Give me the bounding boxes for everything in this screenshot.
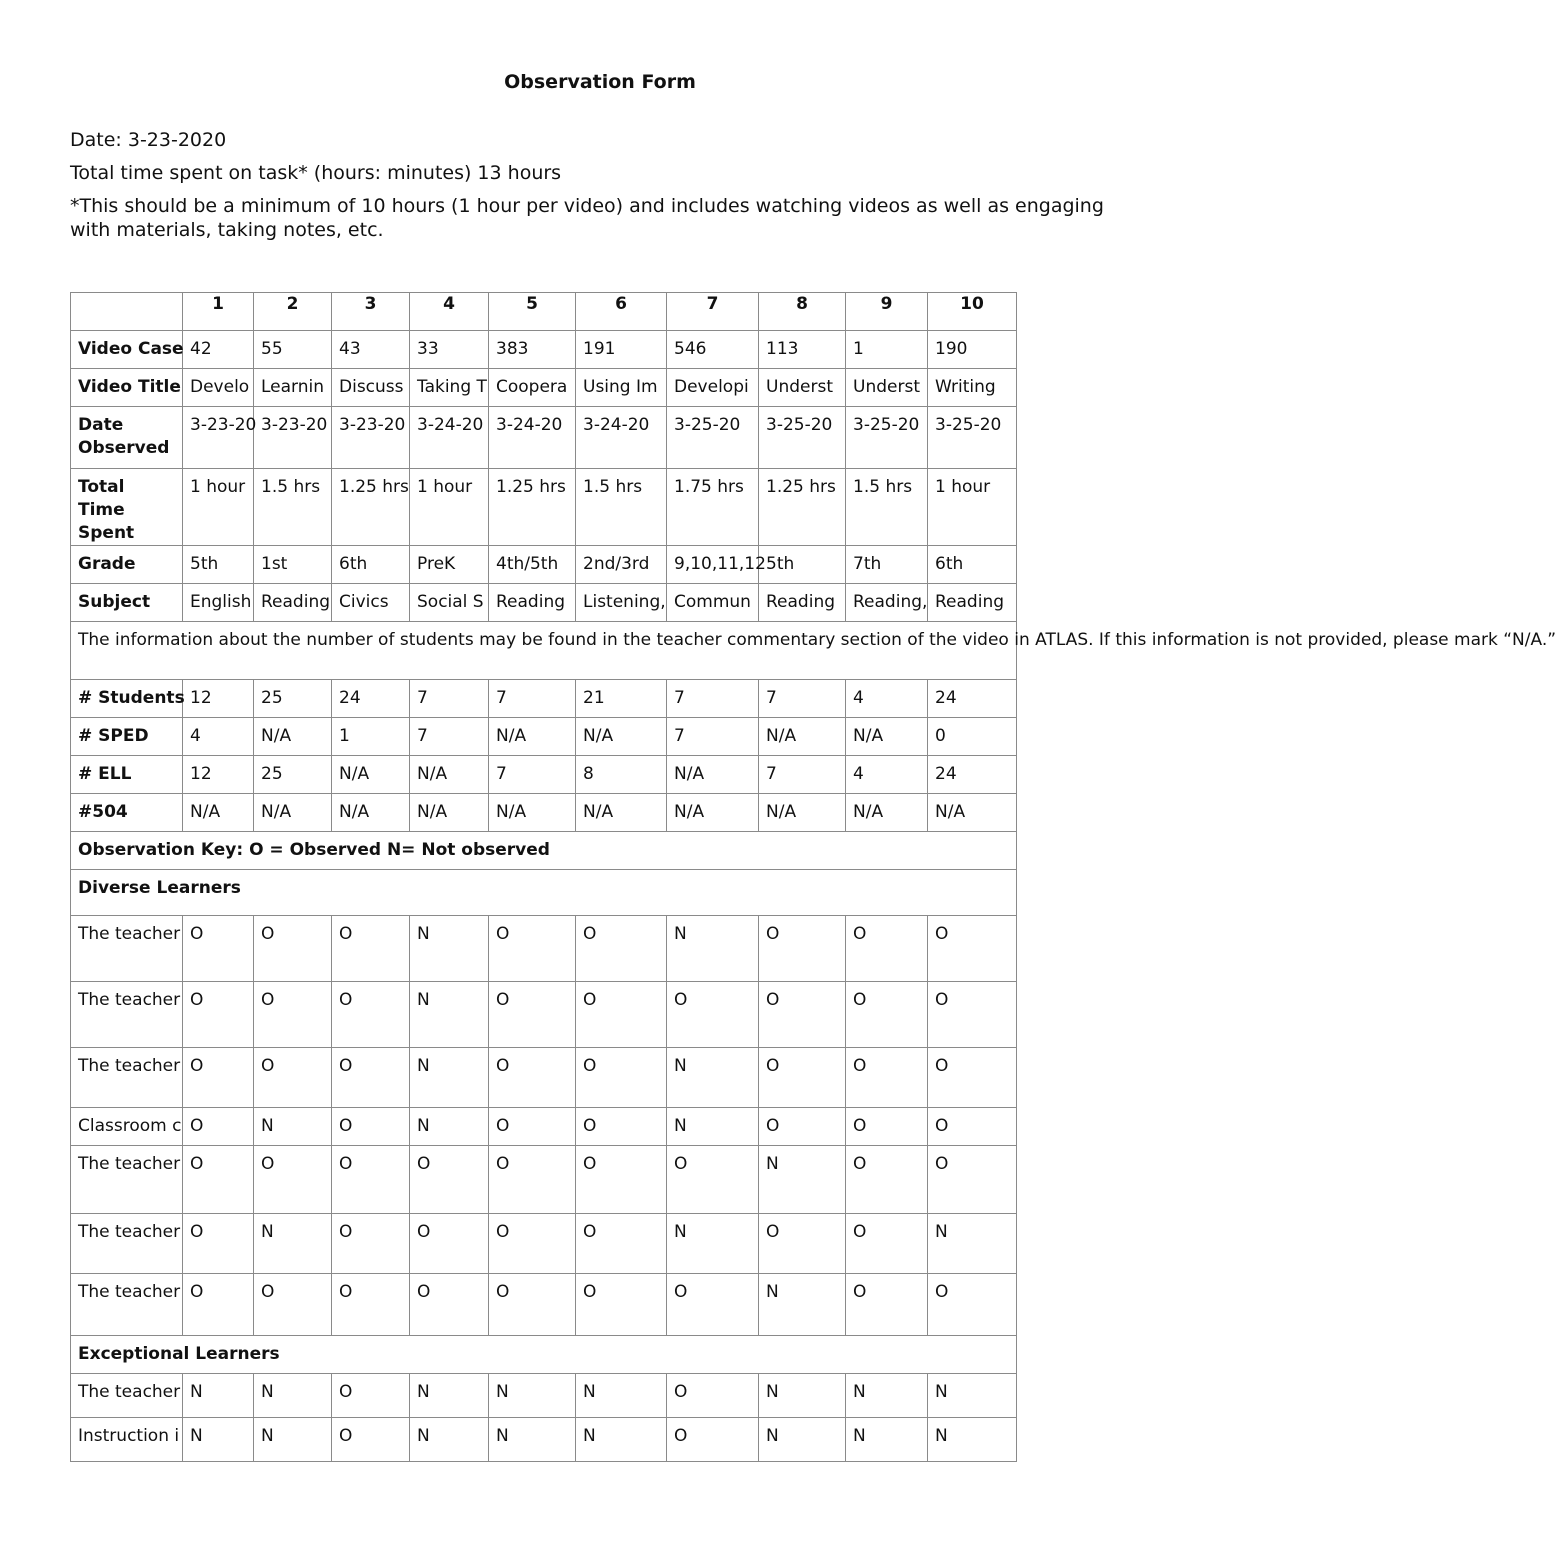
- table-cell: Coopera: [489, 369, 576, 407]
- table-cell: O: [667, 1146, 759, 1214]
- column-header: 7: [667, 293, 759, 331]
- row-video-title: [71, 369, 1017, 407]
- diverse-criterion-row: [71, 1146, 1017, 1214]
- table-cell: O: [928, 1108, 1017, 1146]
- table-cell: 6th: [332, 546, 410, 584]
- table-cell: N: [254, 1374, 332, 1418]
- table-cell: O: [846, 982, 928, 1048]
- table-cell: N: [183, 1418, 254, 1462]
- table-cell: N: [254, 1214, 332, 1274]
- table-cell: N: [667, 1108, 759, 1146]
- table-cell: Underst: [759, 369, 846, 407]
- table-cell: N: [846, 1374, 928, 1418]
- criterion-label: The teacher: [71, 982, 183, 1048]
- table-cell: 9,10,11,12: [667, 546, 759, 584]
- table-cell: 24: [928, 756, 1017, 794]
- table-cell: 1 hour: [183, 469, 254, 546]
- table-cell: Reading: [254, 584, 332, 622]
- table-cell: N: [489, 1418, 576, 1462]
- row-s504: [71, 794, 1017, 832]
- table-cell: 25: [254, 680, 332, 718]
- table-cell: O: [489, 1108, 576, 1146]
- table-cell: 4: [183, 718, 254, 756]
- table-cell: 42: [183, 331, 254, 369]
- table-cell: 1: [332, 718, 410, 756]
- row-ell: [71, 756, 1017, 794]
- table-cell: PreK: [410, 546, 489, 584]
- table-cell: O: [183, 1214, 254, 1274]
- table-cell: N/A: [410, 794, 489, 832]
- table-cell: O: [254, 1146, 332, 1214]
- exceptional-criterion-row: [71, 1374, 1017, 1418]
- table-cell: O: [183, 982, 254, 1048]
- table-cell: N/A: [332, 756, 410, 794]
- row-total-time: [71, 469, 1017, 546]
- table-cell: O: [576, 982, 667, 1048]
- corner-cell: [71, 293, 183, 331]
- table-cell: O: [576, 1214, 667, 1274]
- diverse-criterion-row: [71, 916, 1017, 982]
- table-cell: O: [759, 1048, 846, 1108]
- table-cell: N/A: [489, 794, 576, 832]
- table-cell: O: [489, 1146, 576, 1214]
- table-cell: N/A: [332, 794, 410, 832]
- table-cell: O: [332, 1418, 410, 1462]
- row-label: #504: [71, 794, 183, 832]
- column-header: 6: [576, 293, 667, 331]
- table-cell: N: [759, 1274, 846, 1336]
- table-cell: O: [759, 982, 846, 1048]
- info-note: The information about the number of students may be found in the teacher commentary section of the video in ATLAS. If this information is not provided, please mark “N/A.”: [71, 622, 1017, 680]
- table-cell: 24: [928, 680, 1017, 718]
- column-header: 1: [183, 293, 254, 331]
- row-label: # SPED: [71, 718, 183, 756]
- column-header: 5: [489, 293, 576, 331]
- table-cell: 7: [667, 680, 759, 718]
- table-cell: 190: [928, 331, 1017, 369]
- exceptional-criterion-row: [71, 1418, 1017, 1462]
- table-cell: O: [846, 1214, 928, 1274]
- table-cell: O: [489, 1214, 576, 1274]
- table-cell: O: [489, 1048, 576, 1108]
- table-cell: O: [254, 1048, 332, 1108]
- criterion-label: The teacher: [71, 1274, 183, 1336]
- table-cell: 12: [183, 756, 254, 794]
- row-label: Subject: [71, 584, 183, 622]
- table-cell: O: [489, 982, 576, 1048]
- table-cell: Reading: [489, 584, 576, 622]
- table-cell: N/A: [183, 794, 254, 832]
- table-cell: O: [183, 916, 254, 982]
- table-cell: N: [576, 1418, 667, 1462]
- table-cell: Reading: [928, 584, 1017, 622]
- table-cell: N: [410, 916, 489, 982]
- column-header: 3: [332, 293, 410, 331]
- table-cell: 3-23-20: [183, 407, 254, 469]
- total-time-line: Total time spent on task* (hours: minutes) 13 hours: [70, 162, 562, 184]
- table-cell: 1.5 hrs: [254, 469, 332, 546]
- table-cell: O: [332, 1374, 410, 1418]
- table-cell: O: [667, 1374, 759, 1418]
- table-cell: 7: [489, 680, 576, 718]
- table-cell: Using Im: [576, 369, 667, 407]
- table-cell: 2nd/3rd: [576, 546, 667, 584]
- table-cell: 7: [489, 756, 576, 794]
- table-cell: 3-24-20: [410, 407, 489, 469]
- row-subject: [71, 584, 1017, 622]
- diverse-criterion-row: [71, 1274, 1017, 1336]
- table-cell: 1st: [254, 546, 332, 584]
- table-cell: Discuss: [332, 369, 410, 407]
- table-cell: O: [254, 1274, 332, 1336]
- table-cell: O: [759, 916, 846, 982]
- table-cell: O: [332, 1214, 410, 1274]
- table-cell: 546: [667, 331, 759, 369]
- time-note: *This should be a minimum of 10 hours (1 hour per video) and includes watching videos as well as engaging with materials, taking notes, etc.: [70, 195, 1104, 241]
- table-cell: O: [846, 1146, 928, 1214]
- table-cell: N/A: [667, 756, 759, 794]
- table-cell: O: [410, 1146, 489, 1214]
- table-cell: 7: [410, 680, 489, 718]
- table-cell: O: [846, 1108, 928, 1146]
- table-cell: N: [410, 982, 489, 1048]
- diverse-heading-row: [71, 870, 1017, 916]
- column-header: 8: [759, 293, 846, 331]
- observation-key-row: [71, 832, 1017, 870]
- table-cell: N/A: [846, 794, 928, 832]
- table-cell: O: [576, 1274, 667, 1336]
- page-title: Observation Form: [504, 71, 696, 93]
- table-cell: 7: [667, 718, 759, 756]
- table-cell: O: [183, 1146, 254, 1214]
- column-header: 10: [928, 293, 1017, 331]
- table-cell: O: [846, 916, 928, 982]
- table-cell: 1.25 hrs: [759, 469, 846, 546]
- table-cell: O: [410, 1214, 489, 1274]
- table-cell: 3-25-20: [846, 407, 928, 469]
- table-cell: 0: [928, 718, 1017, 756]
- observation-key: Observation Key: O = Observed N= Not observed: [71, 832, 1017, 870]
- table-cell: N: [254, 1418, 332, 1462]
- table-cell: N/A: [846, 718, 928, 756]
- table-cell: 191: [576, 331, 667, 369]
- table-cell: N: [183, 1374, 254, 1418]
- criterion-label: Classroom c: [71, 1108, 183, 1146]
- section-heading: Exceptional Learners: [71, 1336, 1017, 1374]
- table-cell: N/A: [254, 718, 332, 756]
- table-cell: N: [928, 1374, 1017, 1418]
- table-cell: 1.75 hrs: [667, 469, 759, 546]
- table-cell: 5th: [759, 546, 846, 584]
- table-cell: 1: [846, 331, 928, 369]
- table-cell: O: [667, 982, 759, 1048]
- table-cell: N: [667, 1214, 759, 1274]
- table-cell: 3-23-20: [254, 407, 332, 469]
- table-cell: N: [759, 1374, 846, 1418]
- table-cell: 1.5 hrs: [576, 469, 667, 546]
- table-cell: Learnin: [254, 369, 332, 407]
- row-video-case: [71, 331, 1017, 369]
- table-cell: 21: [576, 680, 667, 718]
- table-cell: N: [759, 1418, 846, 1462]
- table-cell: Civics: [332, 584, 410, 622]
- table-cell: O: [928, 982, 1017, 1048]
- table-cell: O: [332, 1108, 410, 1146]
- column-header: 4: [410, 293, 489, 331]
- table-cell: O: [576, 916, 667, 982]
- table-cell: 7: [759, 756, 846, 794]
- diverse-criterion-row: [71, 1108, 1017, 1146]
- table-cell: O: [183, 1108, 254, 1146]
- table-cell: N/A: [489, 718, 576, 756]
- table-cell: N: [576, 1374, 667, 1418]
- row-date-observed: [71, 407, 1017, 469]
- row-students: [71, 680, 1017, 718]
- row-label: # Students: [71, 680, 183, 718]
- table-cell: O: [928, 916, 1017, 982]
- table-cell: O: [576, 1146, 667, 1214]
- table-cell: O: [254, 916, 332, 982]
- table-cell: 3-25-20: [759, 407, 846, 469]
- table-cell: 3-25-20: [928, 407, 1017, 469]
- row-label: Date Observed: [71, 407, 183, 469]
- column-header: 9: [846, 293, 928, 331]
- table-cell: N: [667, 916, 759, 982]
- table-cell: 5th: [183, 546, 254, 584]
- row-label: Grade: [71, 546, 183, 584]
- table-cell: O: [183, 1274, 254, 1336]
- table-cell: N/A: [667, 794, 759, 832]
- table-cell: N: [667, 1048, 759, 1108]
- table-cell: N/A: [759, 794, 846, 832]
- date-line: Date: 3-23-2020: [70, 129, 227, 151]
- table-cell: 3-24-20: [576, 407, 667, 469]
- table-cell: N/A: [254, 794, 332, 832]
- diverse-criterion-row: [71, 1048, 1017, 1108]
- table-cell: 3-25-20: [667, 407, 759, 469]
- table-cell: Social S: [410, 584, 489, 622]
- section-heading: Diverse Learners: [71, 870, 1017, 916]
- criterion-label: Instruction i: [71, 1418, 183, 1462]
- table-cell: 1 hour: [410, 469, 489, 546]
- table-cell: 12: [183, 680, 254, 718]
- table-cell: N/A: [410, 756, 489, 794]
- table-cell: 3-24-20: [489, 407, 576, 469]
- table-cell: 4: [846, 756, 928, 794]
- exceptional-heading-row: [71, 1336, 1017, 1374]
- row-label: Total Time Spent: [71, 469, 183, 546]
- table-cell: N/A: [576, 718, 667, 756]
- table-cell: O: [332, 1048, 410, 1108]
- table-cell: 1 hour: [928, 469, 1017, 546]
- table-cell: O: [183, 1048, 254, 1108]
- table-cell: 113: [759, 331, 846, 369]
- column-header-row: [71, 293, 1017, 331]
- table-cell: O: [846, 1274, 928, 1336]
- table-cell: O: [928, 1048, 1017, 1108]
- criterion-label: The teacher: [71, 1048, 183, 1108]
- criterion-label: The teacher: [71, 1214, 183, 1274]
- table-cell: 7th: [846, 546, 928, 584]
- table-cell: N: [489, 1374, 576, 1418]
- table-cell: 383: [489, 331, 576, 369]
- table-cell: N: [928, 1418, 1017, 1462]
- table-cell: N/A: [928, 794, 1017, 832]
- table-cell: O: [928, 1274, 1017, 1336]
- table-cell: 24: [332, 680, 410, 718]
- table-cell: 7: [759, 680, 846, 718]
- row-label: # ELL: [71, 756, 183, 794]
- table-cell: Reading: [759, 584, 846, 622]
- table-cell: 3-23-20: [332, 407, 410, 469]
- table-cell: O: [332, 1274, 410, 1336]
- table-cell: N/A: [576, 794, 667, 832]
- info-note-row: [71, 622, 1017, 680]
- table-cell: Writing: [928, 369, 1017, 407]
- criterion-label: The teacher: [71, 916, 183, 982]
- table-cell: 33: [410, 331, 489, 369]
- table-cell: O: [576, 1108, 667, 1146]
- table-cell: O: [928, 1146, 1017, 1214]
- table-cell: 4: [846, 680, 928, 718]
- table-cell: 8: [576, 756, 667, 794]
- table-cell: O: [254, 982, 332, 1048]
- table-cell: Listening,: [576, 584, 667, 622]
- table-cell: N: [410, 1374, 489, 1418]
- row-sped: [71, 718, 1017, 756]
- row-label: Video Case: [71, 331, 183, 369]
- row-label: Video Title: [71, 369, 183, 407]
- table-cell: Underst: [846, 369, 928, 407]
- table-cell: 1.5 hrs: [846, 469, 928, 546]
- table-cell: N: [410, 1108, 489, 1146]
- table-cell: 43: [332, 331, 410, 369]
- table-cell: N: [928, 1214, 1017, 1274]
- table-cell: O: [489, 1274, 576, 1336]
- table-cell: O: [489, 916, 576, 982]
- table-cell: O: [332, 1146, 410, 1214]
- table-cell: N: [410, 1048, 489, 1108]
- table-cell: 1.25 hrs: [332, 469, 410, 546]
- table-cell: O: [759, 1214, 846, 1274]
- column-header: 2: [254, 293, 332, 331]
- diverse-criterion-row: [71, 1214, 1017, 1274]
- table-cell: 55: [254, 331, 332, 369]
- table-cell: O: [667, 1418, 759, 1462]
- table-cell: N/A: [759, 718, 846, 756]
- table-cell: O: [846, 1048, 928, 1108]
- diverse-criterion-row: [71, 982, 1017, 1048]
- table-cell: O: [759, 1108, 846, 1146]
- table-cell: 1.25 hrs: [489, 469, 576, 546]
- table-cell: 4th/5th: [489, 546, 576, 584]
- table-cell: Develo: [183, 369, 254, 407]
- table-cell: 7: [410, 718, 489, 756]
- table-cell: N: [254, 1108, 332, 1146]
- table-cell: N: [759, 1146, 846, 1214]
- table-cell: 6th: [928, 546, 1017, 584]
- table-cell: O: [576, 1048, 667, 1108]
- table-cell: N: [846, 1418, 928, 1462]
- table-cell: O: [667, 1274, 759, 1336]
- table-cell: O: [410, 1274, 489, 1336]
- table-cell: 25: [254, 756, 332, 794]
- table-cell: Developi: [667, 369, 759, 407]
- criterion-label: The teacher: [71, 1374, 183, 1418]
- table-cell: Taking T: [410, 369, 489, 407]
- table-cell: English: [183, 584, 254, 622]
- criterion-label: The teacher: [71, 1146, 183, 1214]
- row-grade: [71, 546, 1017, 584]
- table-cell: O: [332, 982, 410, 1048]
- observation-table: [70, 292, 1556, 1462]
- table-cell: Reading,: [846, 584, 928, 622]
- table-cell: N: [410, 1418, 489, 1462]
- table-cell: Commun: [667, 584, 759, 622]
- table-cell: O: [332, 916, 410, 982]
